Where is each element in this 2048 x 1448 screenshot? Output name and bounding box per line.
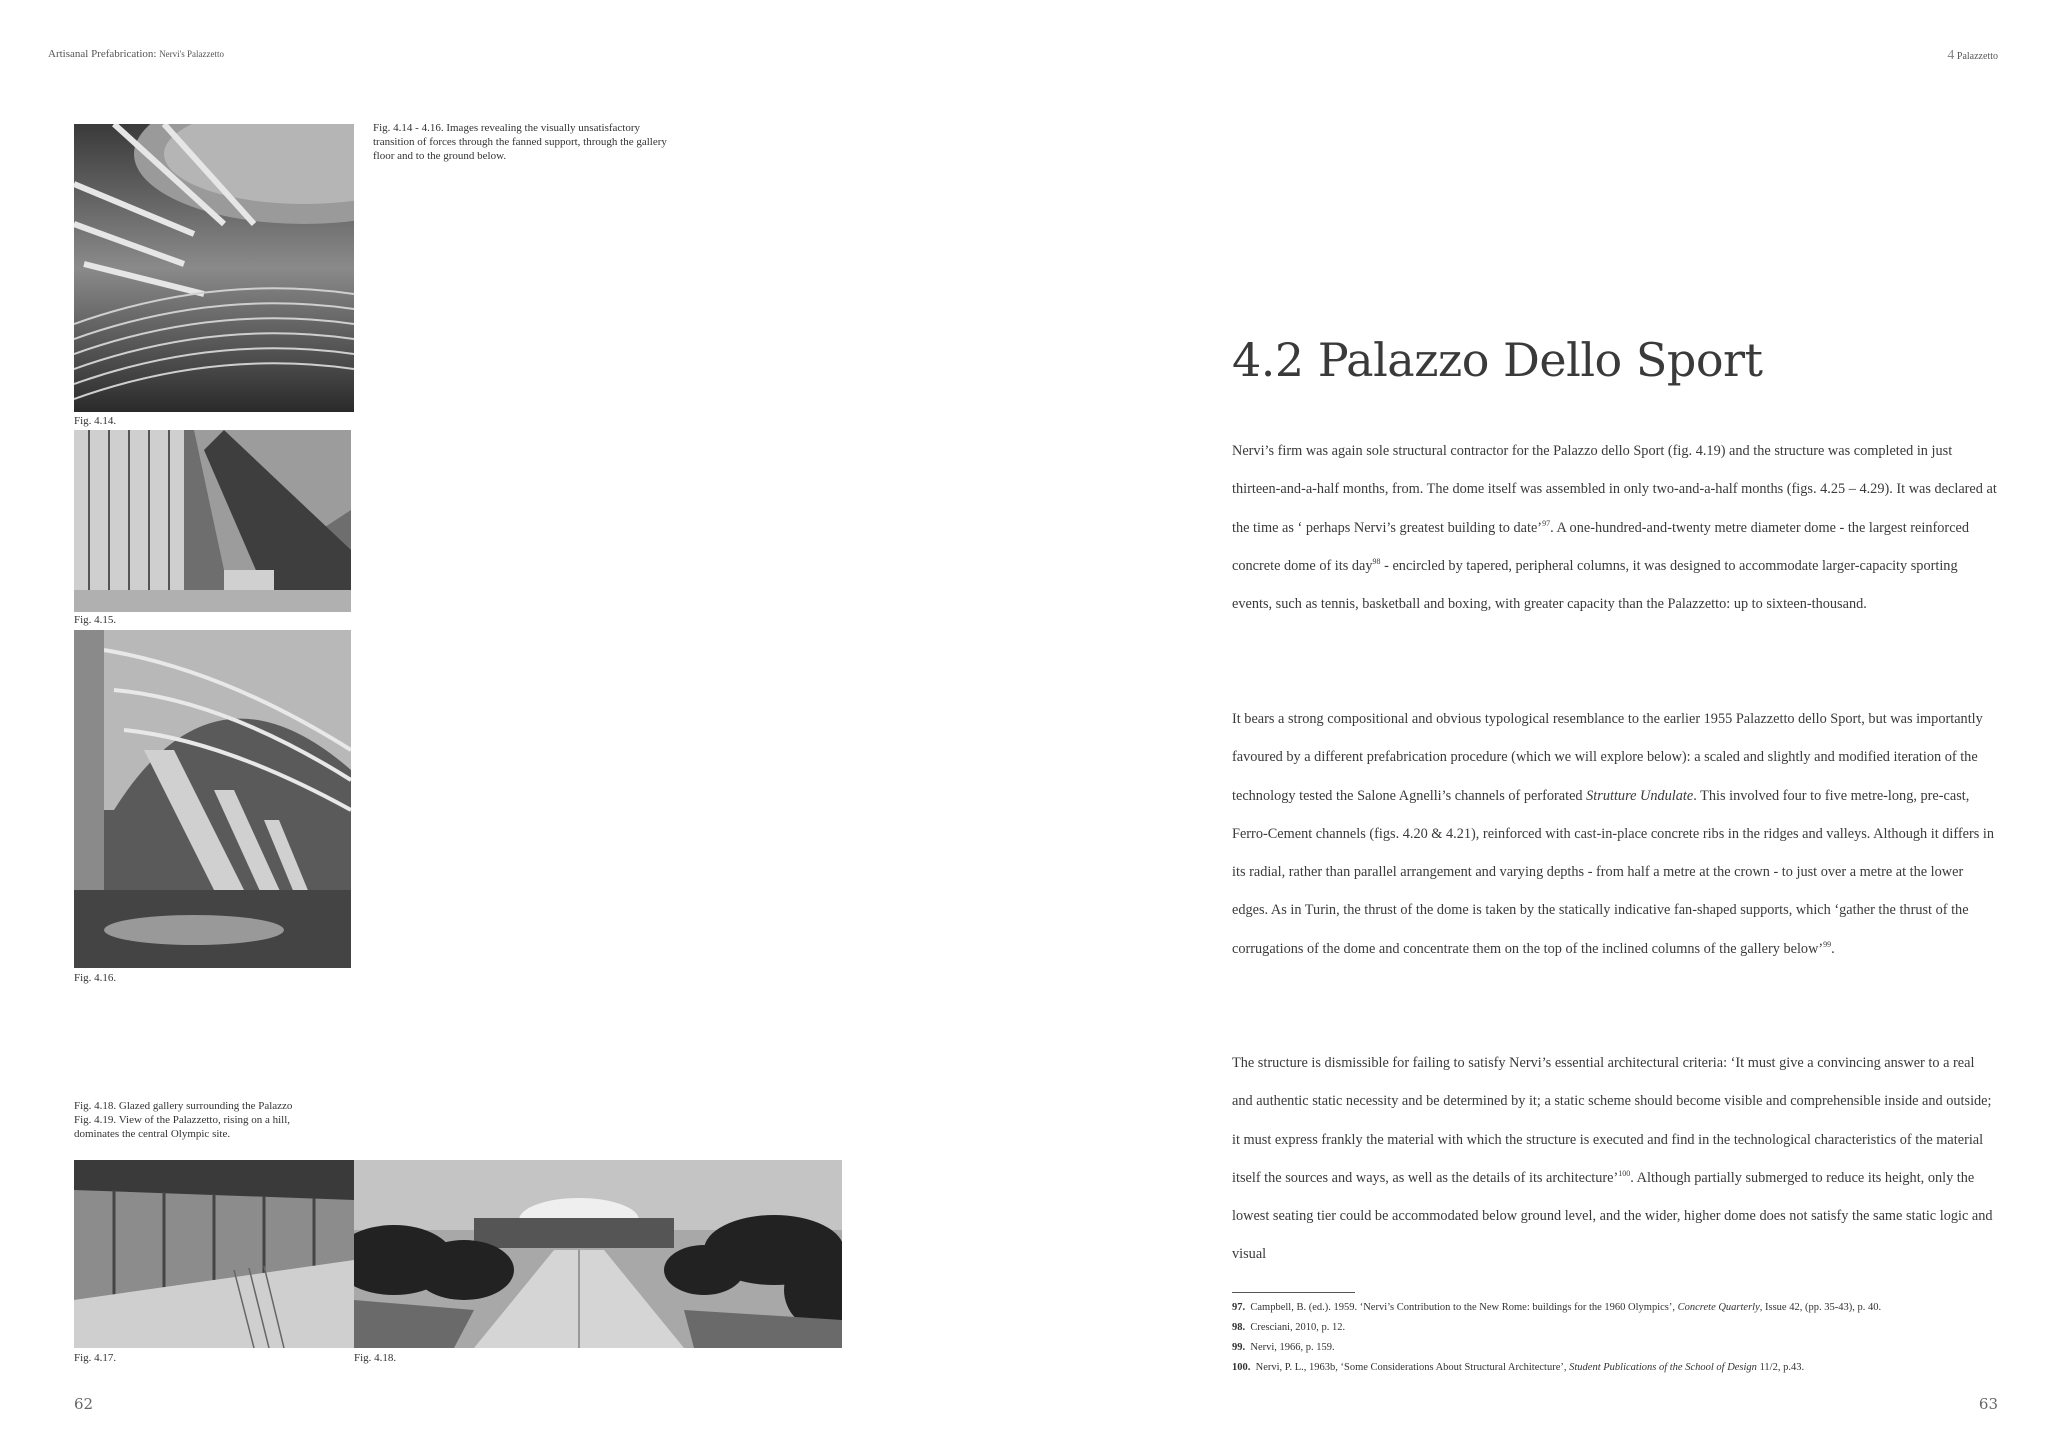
photo-fig-4-17-graphic (74, 1160, 354, 1348)
p2-text-c: . (1831, 940, 1835, 957)
fig-label-4-18: Fig. 4.18. (354, 1352, 397, 1364)
footnote-text-end: 11/2, p.43. (1756, 1362, 1805, 1373)
footnote-97 (1232, 1298, 1881, 1318)
footnote-99 (1232, 1338, 1881, 1358)
running-head-subtitle: Nervi's Palazzetto (159, 49, 225, 59)
footnote-italic: Concrete Quarterly (1677, 1302, 1760, 1313)
footnote-number: 100. (1232, 1362, 1251, 1373)
photo-fig-4-17-glazed-gallery (74, 1160, 354, 1348)
footnote-text: Nervi, P. L., 1963b, ‘Some Considerations About Structural Architecture’, (1255, 1362, 1570, 1373)
caption-fig-4-18: Fig. 4.18. Glazed gallery surrounding the Palazzo (74, 1100, 293, 1112)
running-head-title: Artisanal Prefabrication: (48, 48, 157, 60)
footnote-number: 97. (1232, 1302, 1246, 1313)
p3-text-b: . Although partially submerged to reduce its height, only the lowest seating tier could be accommodated below ground level, and the wider, higher dome does not satisfy the same static logic and visual (1232, 1169, 1993, 1263)
footnote-text-end: , Issue 42, (pp. 35-43), p. 40. (1759, 1302, 1882, 1313)
footnote-text: Campbell, B. (ed.). 1959. ‘Nervi’s Contribution to the New Rome: buildings for the 1960 Olympics’, (1250, 1302, 1678, 1313)
fig-label-4-15: Fig. 4.15. (74, 614, 117, 626)
running-head-left (48, 48, 224, 60)
running-head-chapter-title: Palazzetto (1956, 51, 1998, 62)
footnote-ref-98: 98 (1372, 557, 1381, 567)
footnote-ref-99: 99 (1823, 940, 1832, 950)
running-head-chapter-number: 4 (1947, 48, 1955, 63)
p1-text-b: . A one-hundred-and-twenty metre diameter dome - the largest reinforced concrete dome of its day (1232, 519, 1970, 574)
photo-fig-4-18-graphic (354, 1160, 842, 1348)
caption-figs-4-14-4-16: Fig. 4.14 - 4.16. Images revealing the visually unsatisfactory transition of forces through the fanned support, through the gallery floor and to the ground below. (373, 122, 667, 162)
p3-text-a: The structure is dismissible for failing to satisfy Nervi’s essential architectural criteria: ‘It must give a convincing answer to a real and authentic static necessity and be determined by it; a static scheme should become visible and comprehensible inside and outside; it must express frankly the material with which the structure is executed and find in the technological characteristics of the material itself the sources and ways, as well as the details of its architecture’ (1232, 1055, 1992, 1186)
footnote-ref-100: 100 (1618, 1169, 1631, 1179)
footnote-italic: Student Publications of the School of Design (1569, 1362, 1757, 1373)
body-paragraph-2 (1232, 700, 1997, 968)
caption-figs-4-18-4-19 (74, 1099, 324, 1141)
fig-label-4-17: Fig. 4.17. (74, 1352, 117, 1364)
body-paragraph-1 (1232, 432, 1997, 623)
body-paragraph-3 (1232, 1044, 1997, 1274)
footnote-ref-97: 97 (1542, 518, 1551, 528)
footnote-rule (1232, 1292, 1355, 1293)
page-number-right: 63 (1978, 1395, 1998, 1413)
footnotes (1232, 1298, 1881, 1378)
fig-label-4-16: Fig. 4.16. (74, 972, 117, 984)
footnote-98 (1232, 1318, 1881, 1338)
p1-text-c: - encircled by tapered, peripheral columns, it was designed to accommodate larger-capacity sporting events, such as tennis, basketball and boxing, with greater capacity than the Palazzetto: up to sixteen-thousand. (1232, 557, 1958, 613)
footnote-text: Nervi, 1966, p. 159. (1250, 1342, 1335, 1353)
p2-text-a: It bears a strong compositional and obvious typological resemblance to the earlier 1955 Palazzetto dello Sport, but was importantly favoured by a different prefabrication procedure (which we will explore below): a scaled and slightly and modified iteration of the technology tested the Salone Agnelli’s channels of perforated (1232, 711, 1983, 804)
photo-fig-4-18-palazzetto-view (354, 1160, 842, 1348)
running-head-right (1947, 48, 1998, 64)
fig-label-4-14: Fig. 4.14. (74, 415, 117, 427)
photo-fig-4-14-graphic (74, 124, 354, 412)
photo-fig-4-16-interior (74, 630, 351, 968)
photo-fig-4-15-graphic (74, 430, 351, 612)
footnote-number: 99. (1232, 1342, 1246, 1353)
footnote-100 (1232, 1358, 1881, 1378)
page-number-left: 62 (74, 1395, 94, 1413)
photo-fig-4-16-graphic (74, 630, 351, 968)
footnote-number: 98. (1232, 1322, 1246, 1333)
p2-italic-term: Strutture Undulate (1586, 787, 1694, 804)
photo-fig-4-14-seating-dome (74, 124, 354, 412)
footnote-text: Cresciani, 2010, p. 12. (1250, 1322, 1346, 1333)
photo-fig-4-15-gallery (74, 430, 351, 612)
p2-text-b: . This involved four to five metre-long, pre-cast, Ferro-Cement channels (figs. 4.20 & 4.21), reinforced with cast-in-place concrete ribs in the ridges and valleys. Although it differs in its radial, rather than parallel arrangement and varying depths - from half a metre at the crown - to just over a metre at the lower edges. As in Turin, the thrust of the dome is taken by the statically indicative fan-shaped supports, which ‘gather the thrust of the corrugations of the dome and concentrate them on the top of the inclined columns of the gallery below’ (1232, 787, 1995, 957)
caption-fig-4-19: Fig. 4.19. View of the Palazzetto, rising on a hill, dominates the central Olympic site. (74, 1114, 291, 1140)
section-heading: 4.2 Palazzo Dello Sport (1232, 333, 1763, 387)
p1-text-a: Nervi’s firm was again sole structural contractor for the Palazzo dello Sport (fig. 4.19) and the structure was completed in just thirteen-and-a-half months, from. The dome itself was assembled in only two-and-a-half months (figs. 4.25 – 4.29). It was declared at the time as ‘ perhaps Nervi’s greatest building to date’ (1232, 443, 1997, 536)
